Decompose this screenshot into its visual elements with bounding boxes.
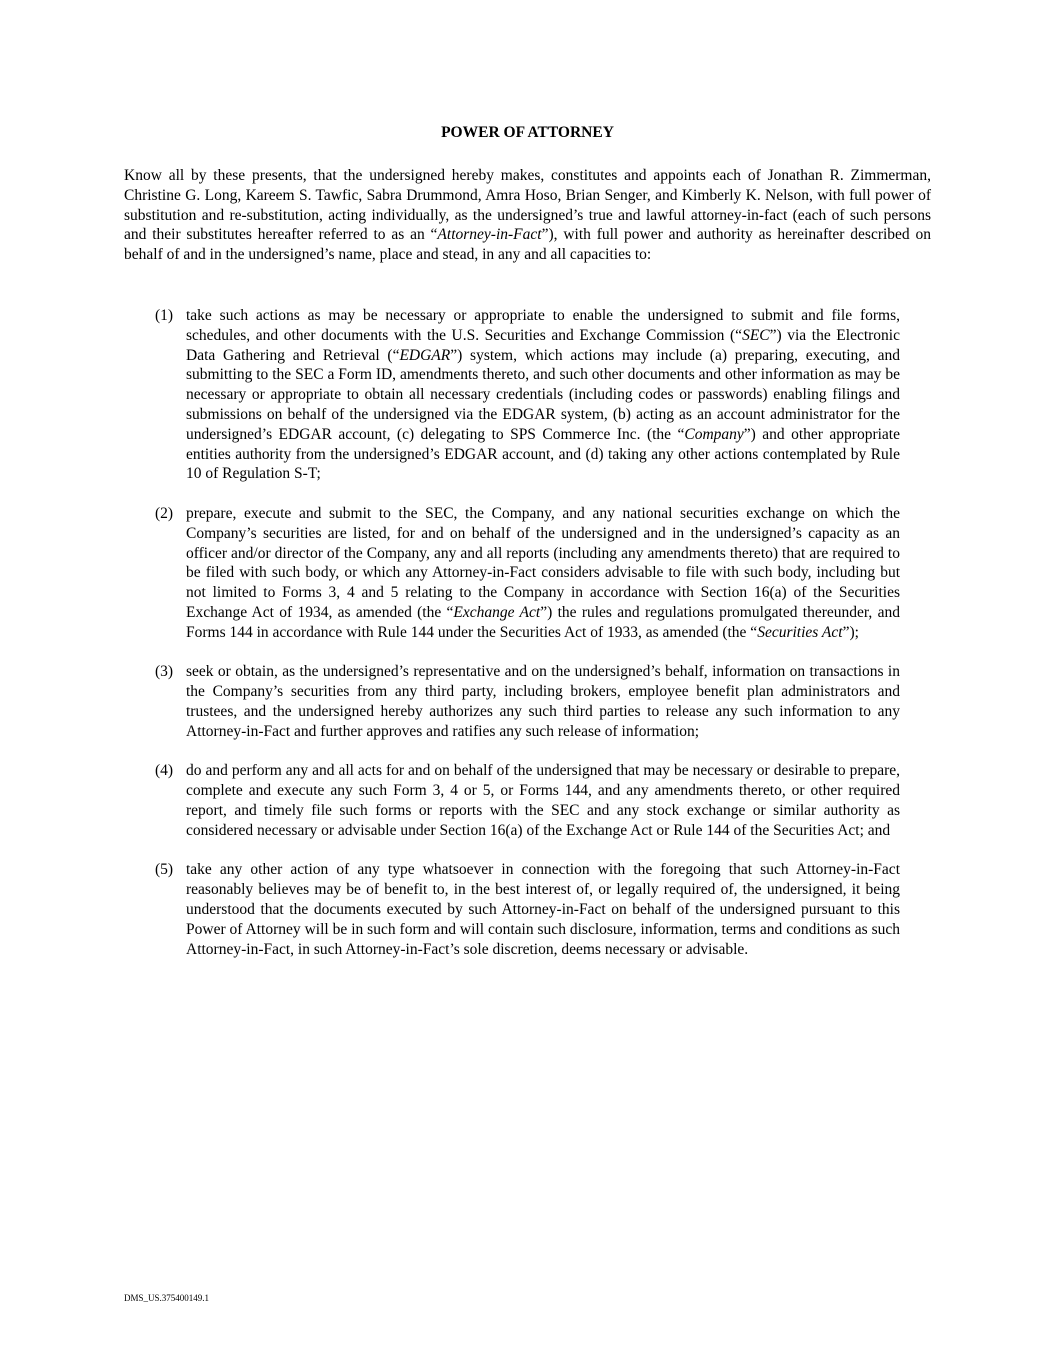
list-item (124, 662, 900, 741)
document-id-footer: DMS_US.375400149.1 (124, 1293, 210, 1303)
item-number: (2) (155, 504, 174, 522)
item-text: prepare, execute and submit to the SEC, the Company, and any national securities exchange on which the Company’s securities are listed, for and on behalf of the undersigned and in the undersigned’s capacity as an officer and/or director of the Company, any and all reports (including any amendments thereto) that are required to be filed with such body, or which any Attorney-in-Fact considers advisable to file with such body, including but not limited to Forms 3, 4 and 5 relating to the Company in accordance with Section 16(a) of the Securities Exchange Act of 1934, as amended (the “ (186, 504, 900, 621)
defined-term: Attorney-in-Fact (437, 226, 542, 244)
item-number: (5) (155, 861, 174, 879)
item-text: ”) via the Electronic Data Gathering and Retrieval (“ (186, 326, 900, 364)
intro-text: ”), with full power and authority as hereinafter described on behalf of and in the undersigned’s name, place and stead, in any and all capacities to: (124, 226, 931, 264)
item-text: take such actions as may be necessary or appropriate to enable the undersigned to submit and file forms, schedules, and other documents with the U.S. Securities and Exchange Commission (“ (186, 307, 900, 344)
list-item (124, 761, 900, 840)
item-text: ”) the rules and regulations promulgated thereunder, and Forms 144 in accordance with Rule 144 under the Securities Act of 1933, as amended (the “ (186, 603, 900, 641)
powers-list (124, 306, 900, 979)
item-number: (3) (155, 663, 174, 681)
defined-term: Exchange Act (453, 603, 541, 621)
intro-paragraph (124, 166, 931, 265)
item-text: ”); (842, 623, 859, 641)
list-item (124, 860, 900, 959)
item-text: ”) and other appropriate entities authority from the undersigned’s EDGAR account, and (d) taking any other actions contemplated by Rule 10 of Regulation S-T; (186, 425, 900, 483)
defined-term: SEC (742, 326, 770, 344)
item-text: ”) system, which actions may include (a) preparing, executing, and submitting to the SEC a Form ID, amendments thereto, and such other documents and other information as may be necessary or appropriate to obtain all necessary credentials (including codes or passwords) enabling filings and submissions on behalf of the undersigned via the EDGAR system, (b) acting as an account administrator for the undersigned’s EDGAR account, (c) delegating to SPS Commerce Inc. (the “ (186, 346, 900, 443)
document-title: POWER OF ATTORNEY (441, 124, 614, 141)
item-number: (4) (155, 762, 174, 780)
list-item (124, 504, 900, 643)
item-text: seek or obtain, as the undersigned’s representative and on the undersigned’s behalf, information on transactions in the Company’s securities from any third party, including brokers, employee benefit plan administrators and trustees, and the undersigned hereby authorizes any such third parties to release any such information to any Attorney-in-Fact and further approves and ratifies any such release of information; (186, 663, 900, 740)
item-number: (1) (155, 307, 174, 324)
list-item (124, 306, 900, 484)
defined-term: EDGAR (399, 346, 451, 364)
item-text: take any other action of any type whatsoever in connection with the foregoing that such Attorney-in-Fact reasonably believes may be of benefit to, in the best interest of, or legally required of, the undersigned, it being understood that the documents executed by such Attorney-in-Fact on behalf of the undersigned pursuant to this Power of Attorney will be in such form and will contain such disclosure, information, terms and conditions as such Attorney-in-Fact, in such Attorney-in-Fact’s sole discretion, deems necessary or advisable. (186, 861, 900, 958)
defined-term: Securities Act (757, 623, 843, 641)
intro-text: Know all by these presents, that the undersigned hereby makes, constitutes and appoints each of Jonathan R. Zimmerman, Christine G. Long, Kareem S. Tawfic, Sabra Drummond, Amra Hoso, Brian Senger, and Kimberly K. Nelson, with full power of substitution and re-substitution, acting individually, as the undersigned’s true and lawful attorney-in-fact (each of such persons and their substitutes hereafter referred to as an “ (124, 167, 931, 244)
item-text: do and perform any and all acts for and on behalf of the undersigned that may be necessary or desirable to prepare, complete and execute any such Form 3, 4 or 5, or Forms 144, and any amendments thereto, or other required report, and timely file such forms or reports with the SEC and any stock exchange or similar authority as considered necessary or advisable under Section 16(a) of the Exchange Act or Rule 144 of the Securities Act; and (186, 762, 900, 839)
defined-term: Company (684, 425, 744, 443)
